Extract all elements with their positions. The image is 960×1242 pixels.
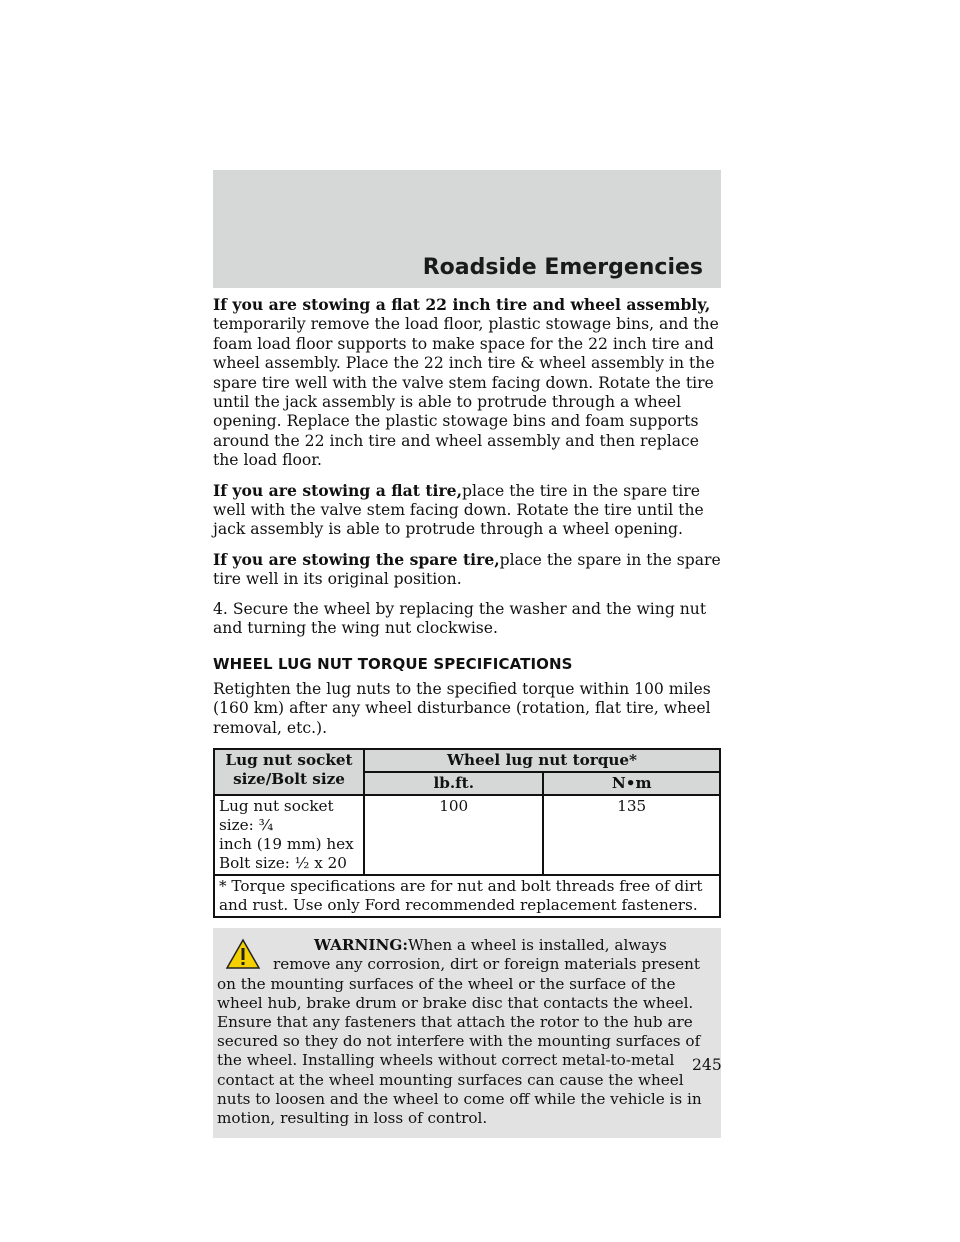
paragraph-lead: If you are stowing a flat tire,: [213, 480, 463, 500]
header-line: Lug nut socket: [225, 751, 353, 770]
warning-label: WARNING:: [314, 936, 408, 955]
cell-nm-value: 135: [543, 795, 720, 875]
col-header-torque: Wheel lug nut torque*: [364, 749, 720, 772]
warning-text: [217, 936, 717, 1128]
section-intro: Retighten the lug nuts to the specified torque within 100 miles (160 km) after any wheel disturbance (rotation, flat tire, wheel removal, etc.).: [213, 679, 711, 737]
paragraph-body: temporarily remove the load floor, plastic stowage bins, and the foam load floor supports to make space for the 22 inch tire and wheel assembly. Place the 22 inch tire & wheel assembly in the spare tire well with the valve stem facing down. Rotate the tire until the jack assembly is able to protrude through a wheel opening. Replace the plastic stowage bins and foam supports around the 22 inch tire and wheel assembly and then replace the load floor.: [213, 315, 719, 470]
cell-socket-size: [214, 795, 364, 875]
cell-line: Bolt size: ½ x 20: [219, 854, 347, 873]
paragraph-lead: If you are stowing the spare tire,: [213, 549, 500, 569]
warning-triangle-icon: [225, 938, 261, 970]
paragraph-body: place the spare in the spare tire well in its original position.: [213, 550, 721, 589]
cell-line: Lug nut socket size: ¾: [219, 797, 334, 835]
paragraph-lead: If you are stowing a flat 22 inch tire and wheel assembly,: [213, 295, 711, 314]
cell-line: inch (19 mm) hex: [219, 835, 354, 854]
torque-spec-table: [213, 748, 721, 918]
col-header-socket-size: [214, 749, 364, 795]
col-header-lbft: lb.ft.: [364, 772, 543, 795]
page-number: 245: [692, 1056, 722, 1074]
paragraph-body: place the tire in the spare tire well with the valve stem facing down. Rotate the tire until the jack assembly is able to protrude through a wheel opening.: [213, 481, 704, 539]
paragraph-22-inch-tire: [213, 295, 721, 471]
paragraph-step-4: 4. Secure the wheel by replacing the washer and the wing nut and turning the wing nut clockwise.: [213, 599, 707, 638]
section-title: Roadside Emergencies: [422, 255, 703, 280]
section-heading: WHEEL LUG NUT TORQUE SPECIFICATIONS: [213, 654, 573, 673]
col-header-nm: N•m: [543, 772, 720, 795]
header-line: size/Bolt size: [233, 770, 345, 789]
cell-lbft-value: 100: [364, 795, 543, 875]
table-footnote: * Torque specifications are for nut and bolt threads free of dirt and rust. Use only Ford recommended replacement fasteners.: [214, 875, 720, 917]
paragraph-spare-tire: [213, 550, 721, 590]
section-header: [213, 170, 721, 288]
paragraph-flat-tire: [213, 481, 721, 540]
page-content: [213, 295, 721, 1138]
warning-body: When a wheel is installed, always remove any corrosion, dirt or foreign materials present on the mounting surfaces of the wheel or the surface of the wheel hub, brake drum or brake disc that contacts the wheel. Ensure that any fasteners that attach the rotor to the hub are secured so they do not interfere with the mounting surfaces of the wheel. Installing wheels without correct metal-to-metal contact at the wheel mounting surfaces can cause the wheel nuts to loosen and the wheel to come off while the vehicle is in motion, resulting in loss of control.: [217, 936, 702, 1127]
warning-box: [213, 928, 721, 1138]
